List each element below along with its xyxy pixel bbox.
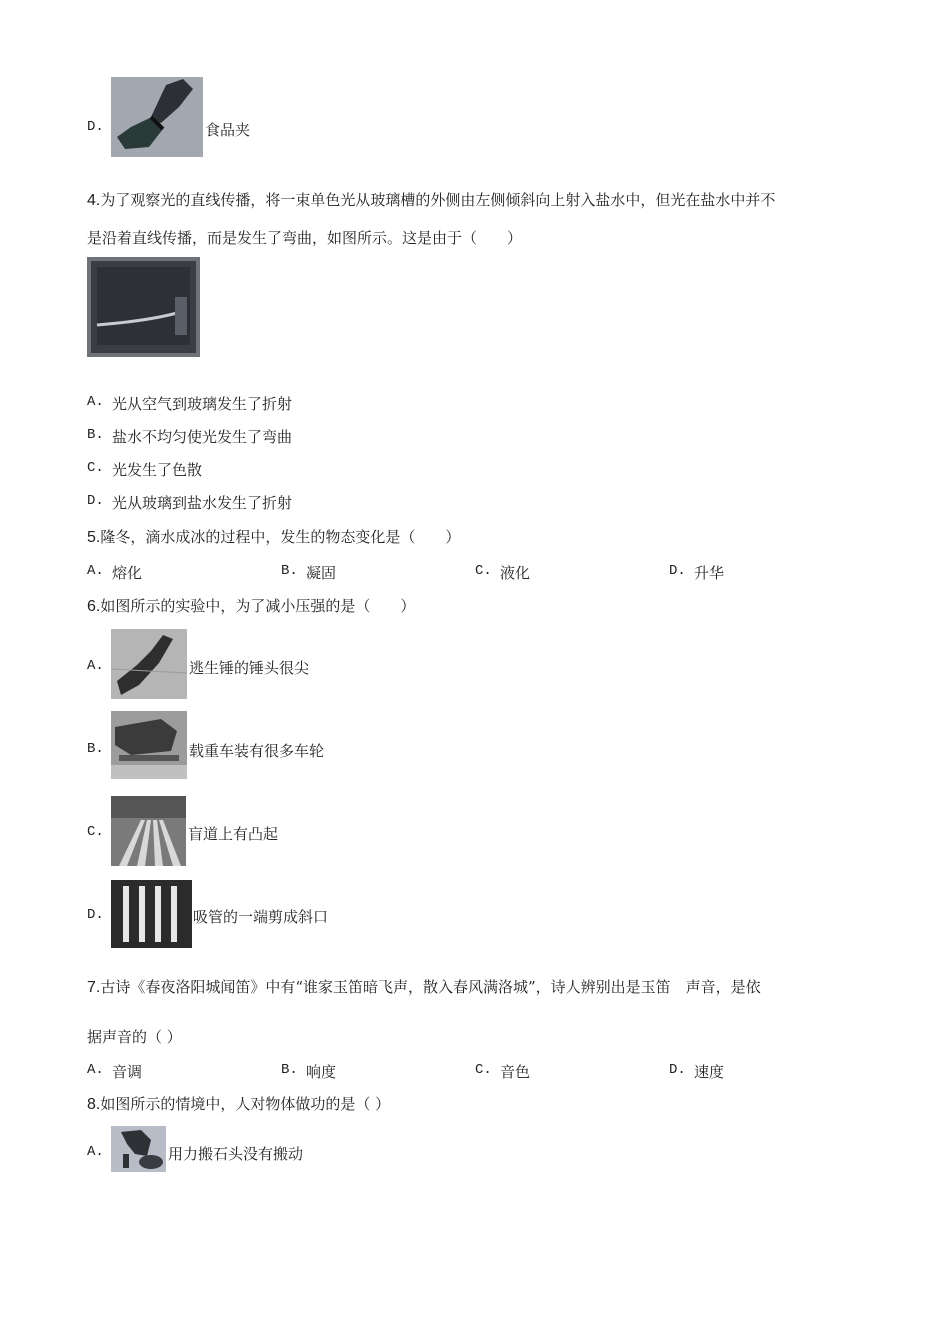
lifting-stone-image (111, 1126, 166, 1172)
heavy-truck-image (111, 711, 187, 779)
light-refraction-tank-image (87, 257, 200, 357)
q4-number: 4. (87, 192, 101, 209)
q6-option-d-letter: D. (87, 907, 104, 923)
q4-option-c-letter: C. (87, 460, 104, 476)
q7-option-b-letter: B. (281, 1062, 298, 1078)
q5-option-a-text: 熔化 (112, 564, 143, 582)
q4-option-a-text: 光从空气到玻璃发生了折射 (112, 395, 293, 413)
q5-number: 5. (87, 529, 101, 546)
q5-option-b-text: 凝固 (306, 564, 337, 582)
q4-option-a-letter: A. (87, 394, 104, 410)
q8-option-a-letter: A. (87, 1144, 104, 1160)
q4-option-d-text: 光从玻璃到盐水发生了折射 (112, 494, 293, 512)
q4-option-b-letter: B. (87, 427, 104, 443)
q6-option-b-letter: B. (87, 741, 104, 757)
q7-option-b-text: 响度 (306, 1063, 337, 1081)
q6-option-a-text: 逃生锤的锤头很尖 (189, 659, 310, 677)
q6-stem (87, 595, 415, 616)
q7-number: 7. (87, 979, 101, 996)
q7-option-c-letter: C. (475, 1062, 492, 1078)
q5-option-b-letter: B. (281, 563, 298, 579)
q5-stem-text: 隆冬，滴水成冰的过程中，发生的物态变化是（ ） (100, 528, 461, 546)
q3-option-d-text: 食品夹 (205, 121, 251, 139)
q7-option-a-text: 音调 (112, 1063, 143, 1081)
q7-stem-text1: 古诗《春夜洛阳城闻笛》中有“谁家玉笛暗飞声，散入春风满洛城”，诗人辨别出是玉笛 声音，是依 (100, 978, 761, 996)
q4-option-c-text: 光发生了色散 (112, 461, 203, 479)
q7-option-d-text: 速度 (694, 1063, 725, 1081)
q6-option-a-letter: A. (87, 658, 104, 674)
q7-option-c-text: 音色 (500, 1063, 531, 1081)
q5-option-c-text: 液化 (500, 564, 531, 582)
q3-option-d-letter: D. (87, 119, 104, 135)
q5-option-c-letter: C. (475, 563, 492, 579)
q8-stem (87, 1093, 390, 1114)
escape-hammer-image (111, 629, 187, 699)
q4-option-b-text: 盐水不均匀使光发生了弯曲 (112, 428, 293, 446)
q5-option-a-letter: A. (87, 563, 104, 579)
q7-stem-line1 (87, 976, 761, 997)
q6-option-c-text: 盲道上有凸起 (188, 825, 279, 843)
q8-stem-text: 如图所示的情境中，人对物体做功的是（ ） (100, 1095, 391, 1113)
food-tongs-image (111, 77, 203, 157)
tactile-paving-image (111, 796, 186, 866)
q5-option-d-text: 升华 (694, 564, 725, 582)
q7-option-d-letter: D. (669, 1062, 686, 1078)
q7-option-a-letter: A. (87, 1062, 104, 1078)
q4-stem-text1: 为了观察光的直线传播，将一束单色光从玻璃槽的外侧由左侧倾斜向上射入盐水中，但光在盐水中并不 (100, 191, 776, 209)
q4-stem-line1 (87, 189, 775, 210)
q6-option-d-text: 吸管的一端剪成斜口 (193, 908, 329, 926)
q4-stem-line2: 是沿着直线传播，而是发生了弯曲，如图所示。这是由于（ ） (87, 229, 523, 247)
q5-option-d-letter: D. (669, 563, 686, 579)
q6-option-c-letter: C. (87, 824, 104, 840)
q6-number: 6. (87, 598, 101, 615)
q4-option-d-letter: D. (87, 493, 104, 509)
q8-number: 8. (87, 1096, 101, 1113)
q5-stem (87, 526, 460, 547)
q6-option-b-text: 载重车装有很多车轮 (189, 742, 325, 760)
q8-option-a-text: 用力搬石头没有搬动 (168, 1145, 304, 1163)
q6-stem-text: 如图所示的实验中，为了减小压强的是（ ） (100, 597, 416, 615)
q7-stem-line2: 据声音的（ ） (87, 1028, 182, 1046)
straws-image (111, 880, 192, 948)
